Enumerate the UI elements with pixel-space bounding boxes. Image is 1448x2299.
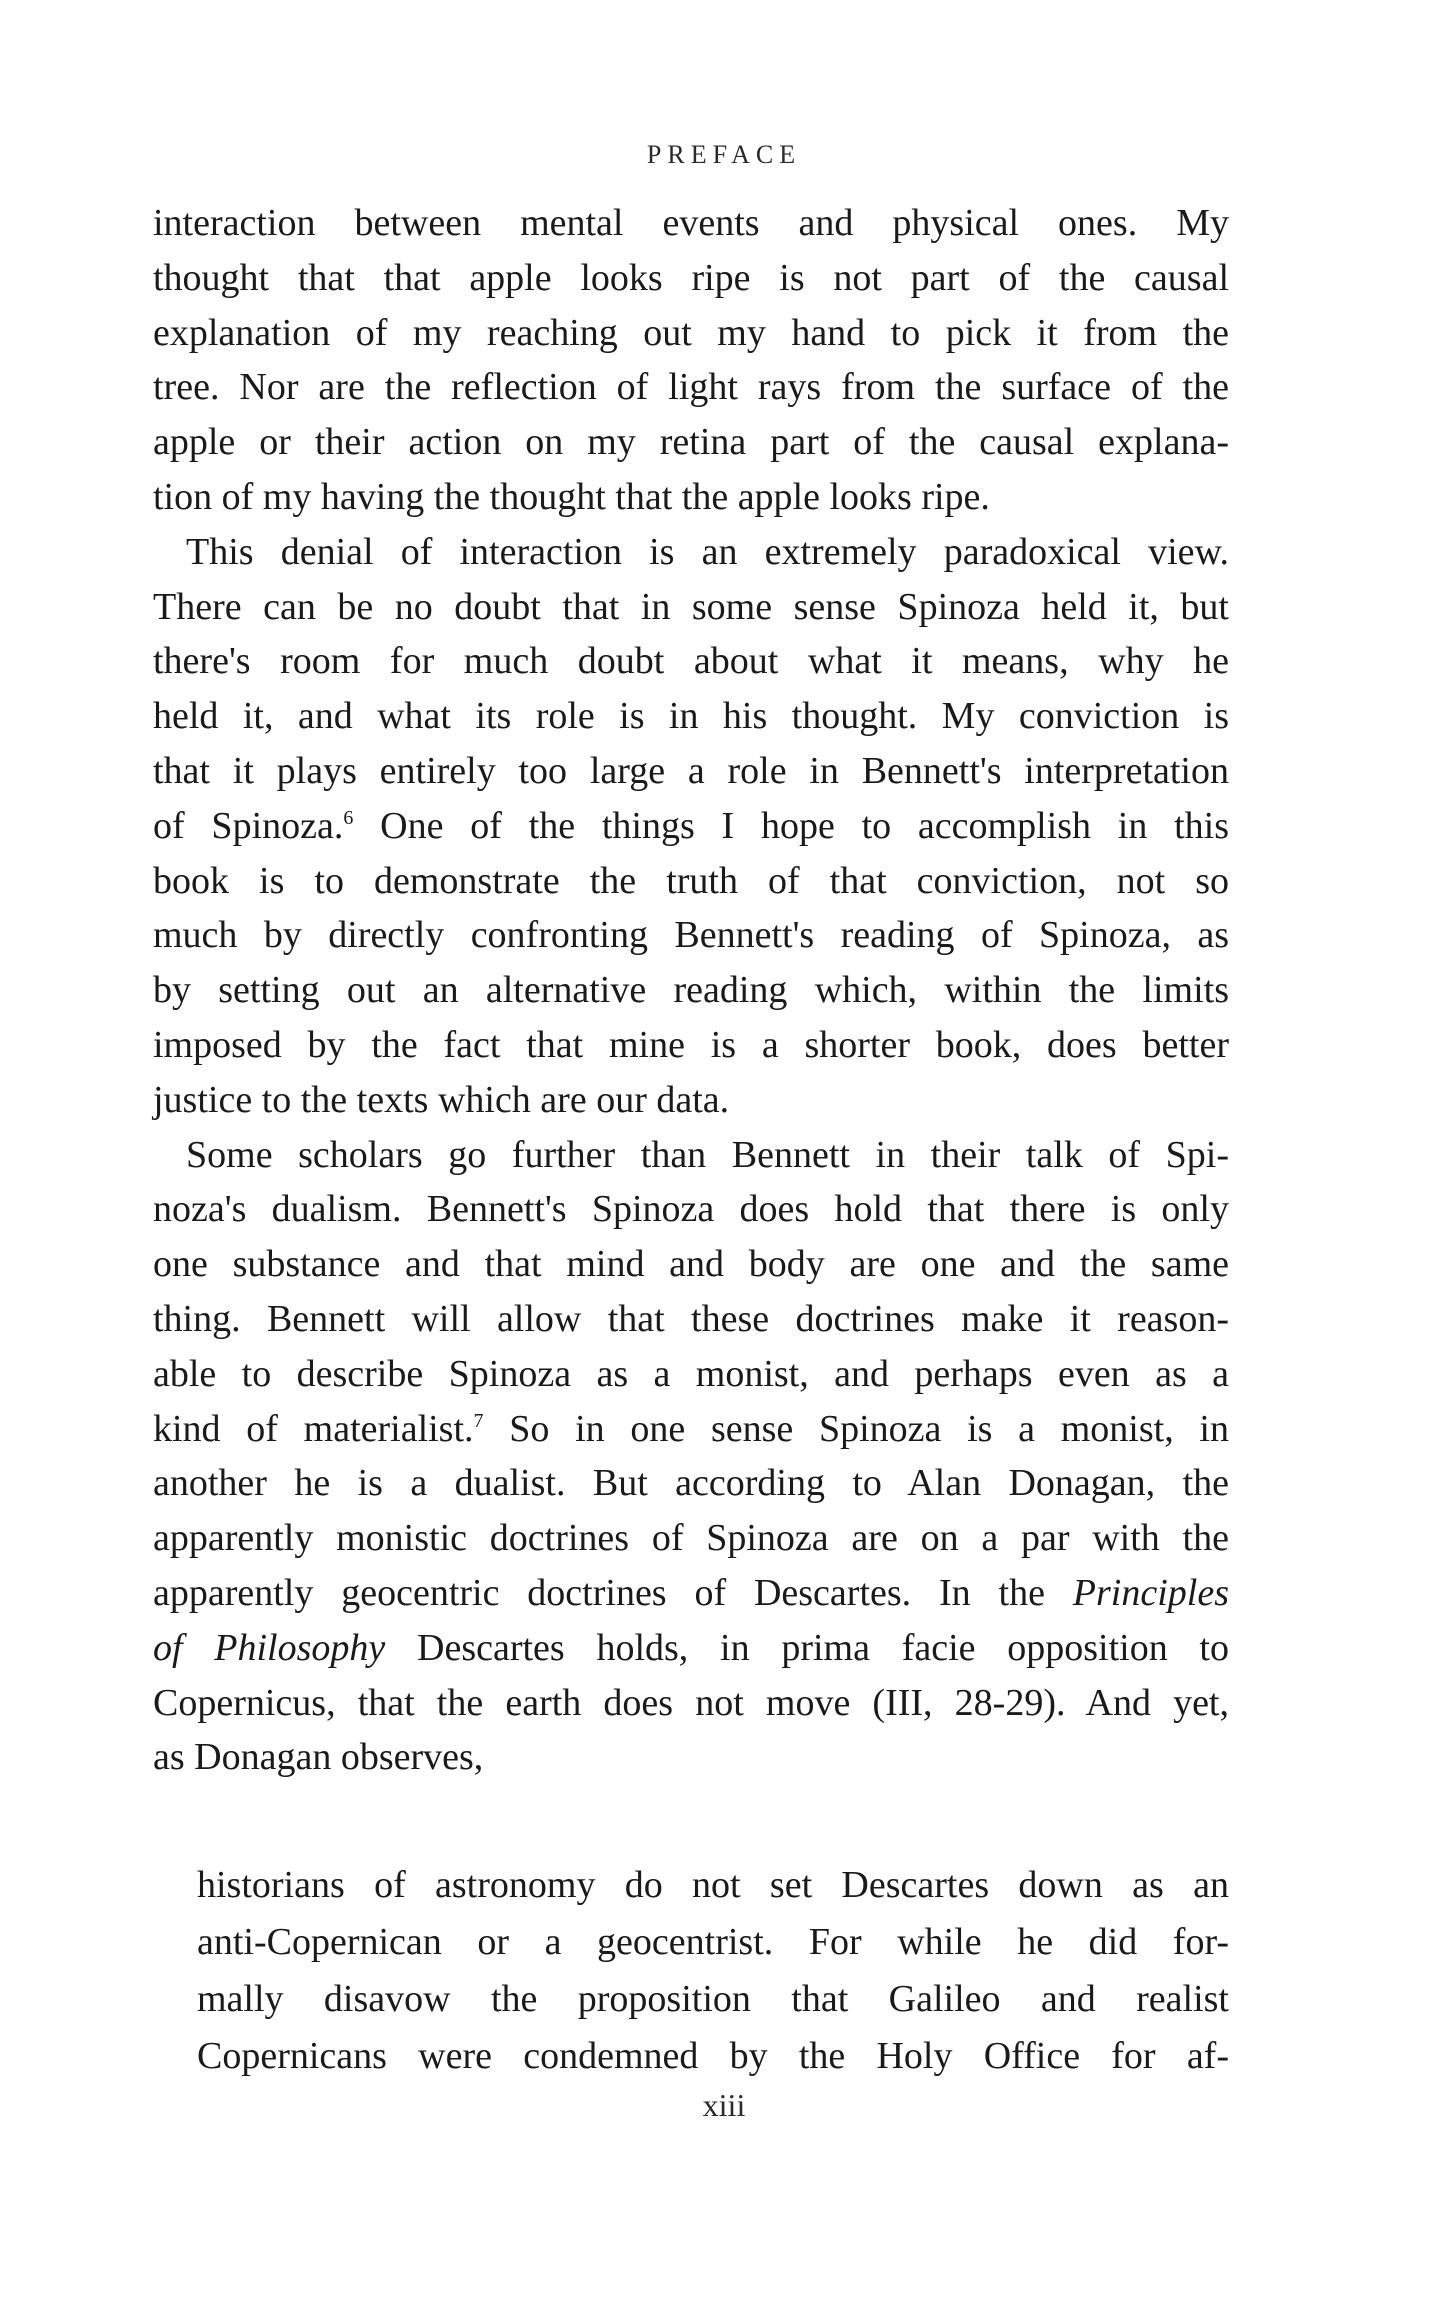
text-line: tree. Nor are the reflection of light rays from the surface of the: [153, 366, 1229, 409]
page-number: xiii: [702, 2087, 746, 2123]
quote-line: Copernicans were condemned by the Holy Office for af-: [197, 2035, 1229, 2077]
text-line: imposed by the fact that mine is a shorter book, does better: [153, 1023, 1229, 1066]
text-line-with-note: [153, 799, 1229, 854]
footnote-reference[interactable]: 6: [343, 806, 354, 829]
paragraph-first-line: This denial of interaction is an extremely paradoxical view.: [186, 530, 1229, 573]
text-line: thing. Bennett will allow that these doctrines make it reason-: [153, 1297, 1229, 1340]
text-line: interaction between mental events and physical ones. My: [153, 202, 1229, 244]
text-line-with-italic: [153, 1566, 1229, 1621]
quote-line: anti-Copernican or a geocentrist. For while he did for-: [197, 1921, 1229, 1963]
text-line: book is to demonstrate the truth of that conviction, not so: [153, 859, 1229, 902]
book-title: Principles: [1072, 1571, 1229, 1614]
text-line: thought that that apple looks ripe is not part of the causal: [153, 256, 1229, 299]
book-title: of Philosophy: [153, 1626, 386, 1669]
body-text: [153, 196, 1229, 1785]
text-segment: of Spinoza.: [153, 804, 344, 847]
text-line-with-italic: [153, 1621, 1229, 1676]
quote-line: historians of astronomy do not set Descartes down as an: [197, 1864, 1229, 1906]
text-line: justice to the texts which are our data.: [153, 1078, 730, 1121]
running-head: PREFACE: [646, 140, 802, 169]
block-quote: [197, 1857, 1229, 2085]
paragraph-first-line: Some scholars go further than Bennett in their talk of Spi-: [186, 1133, 1229, 1176]
text-line: able to describe Spinoza as a monist, and perhaps even as a: [153, 1352, 1229, 1395]
text-line-with-note: [153, 1402, 1229, 1457]
text-segment: One of the things I hope to accomplish in this: [353, 804, 1230, 847]
text-line: noza's dualism. Bennett's Spinoza does hold that there is only: [153, 1188, 1229, 1231]
text-line: there's room for much doubt about what it means, why he: [153, 640, 1229, 683]
text-line: by setting out an alternative reading which, within the limits: [153, 969, 1229, 1012]
text-line: explanation of my reaching out my hand to pick it from the: [153, 311, 1229, 354]
text-segment: kind of materialist.: [153, 1407, 474, 1450]
text-line: much by directly confronting Bennett's reading of Spinoza, as: [153, 914, 1229, 957]
text-line: held it, and what its role is in his thought. My conviction is: [153, 695, 1229, 738]
text-line: that it plays entirely too large a role in Bennett's interpretation: [153, 749, 1229, 792]
text-line: apple or their action on my retina part of the causal explana-: [153, 421, 1229, 464]
text-line: as Donagan observes,: [153, 1736, 484, 1779]
text-line: There can be no doubt that in some sense Spinoza held it, but: [153, 585, 1229, 628]
text-segment: So in one sense Spinoza is a monist, in: [483, 1407, 1229, 1450]
text-line: Copernicus, that the earth does not move (III, 28-29). And yet,: [153, 1681, 1229, 1724]
text-line: tion of my having the thought that the apple looks ripe.: [153, 475, 990, 518]
footnote-reference[interactable]: 7: [473, 1409, 484, 1432]
text-line: another he is a dualist. But according to Alan Donagan, the: [153, 1462, 1229, 1505]
text-segment: Descartes holds, in prima facie opposition to: [385, 1626, 1229, 1669]
text-segment: apparently geocentric doctrines of Descartes. In the: [153, 1571, 1073, 1614]
quote-line: mally disavow the proposition that Galileo and realist: [197, 1978, 1229, 2020]
text-line: one substance and that mind and body are one and the same: [153, 1243, 1229, 1286]
text-line: apparently monistic doctrines of Spinoza are on a par with the: [153, 1517, 1229, 1560]
